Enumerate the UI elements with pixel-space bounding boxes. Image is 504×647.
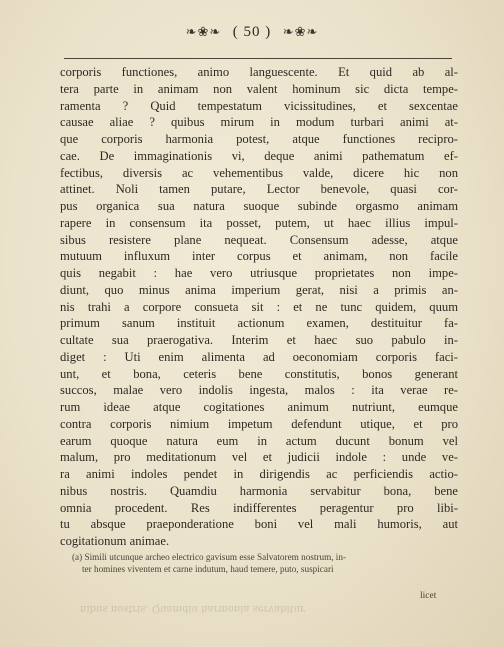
text-line: nis trahi a corpore consueta sit : et ne tunc quidem, quum (60, 299, 458, 314)
text-line: quis negabit : hae vero utriusque proprietates non impe- (60, 266, 458, 280)
text-line: sibus resistere plane nequeat. Consensum adesse, atque (60, 232, 458, 247)
text-line: contra corporis nimium impetum defendunt utique, et pro (60, 416, 458, 431)
text-line: succos, malae vero indolis ingesta, malos : ita verae re- (60, 383, 458, 398)
text-line: tu absque praeponderatione boni vel mali humoris, aut (60, 517, 458, 532)
text-line: mutuum influxum inter corpus et animam, non facile (60, 249, 458, 264)
text-line: unt, et bona, ceteris bene constitutis, bonos generant (60, 366, 458, 381)
ornament-left-icon: ❧❀❧ (185, 25, 222, 40)
footnote-line-2: ter homines viventem et carne indutum, haud temere, puto, suspicari (82, 564, 334, 574)
text-line: ramenta ? Quid tempestatum vicissitudines, et sexcentae (60, 98, 458, 113)
text-line: omnia procedent. Res indifferentes peragentur pro libi- (60, 500, 458, 515)
body-text (60, 64, 458, 550)
text-line: attinet. Noli tamen putare, Lector benevole, quasi cor- (60, 182, 458, 197)
bleed-through-text: nibus nostris. Quamdiu harmonia servabitur (80, 603, 305, 614)
text-line: malum, pro meditationum vel et judicii indole : unde ve- (60, 450, 458, 465)
text-line: diunt, quo minus anima imperium gerat, nisi a primis an- (60, 282, 458, 297)
text-line: causae aliae ? quibus mirum in modum turbari animi at- (60, 115, 458, 130)
text-line: pus organica sua natura suoque subinde orgasmo animam (60, 199, 458, 213)
text-line: cae. De immaginationis vi, deque animi pathematum ef- (60, 148, 458, 163)
page-header (0, 24, 504, 41)
text-line: que corporis harmonia potest, atque functiones recipro- (60, 132, 458, 146)
text-line: nibus nostris. Quamdiu harmonia servabitur bona, bene (60, 483, 458, 498)
text-line: diget : Uti enim alimenta ad oeconomiam corporis faci- (60, 349, 458, 364)
text-line: cultate sua praerogativa. Interim et haec suo pabulo in- (60, 333, 458, 347)
header-rule (64, 58, 452, 59)
ornament-right-icon: ❧❀❧ (282, 25, 319, 40)
text-line: ra animi indoles pendet in dirigendis ac perficiendis actio- (60, 467, 458, 481)
text-line: cogitationum animae. (60, 534, 170, 548)
footnote (72, 551, 452, 575)
text-line: primum sanum instituit actionum examen, destituitur fa- (60, 316, 458, 331)
text-line: tera parte in animam non valent hominum sic dicta tempe- (60, 81, 458, 96)
catchword: licet (420, 591, 437, 601)
page-number: ( 50 ) (232, 24, 272, 40)
text-line: rapere in consensum ita posset, putem, ut haec illius impul- (60, 215, 458, 230)
text-line: corporis functiones, animo languescente. Et quid ab al- (60, 65, 458, 79)
footnote-line-1: (a) Simili utcunque archeo electrico gavisum esse Salvatorem nostrum, in- (72, 552, 347, 562)
text-line: earum quoque natura eum in actum ducunt bonum vel (60, 433, 458, 448)
text-line: fectibus, diversis ac vehementibus valde, dicere hic non (60, 165, 458, 180)
text-line: rum ideae atque cogitationes animum nutriunt, eumque (60, 400, 458, 414)
